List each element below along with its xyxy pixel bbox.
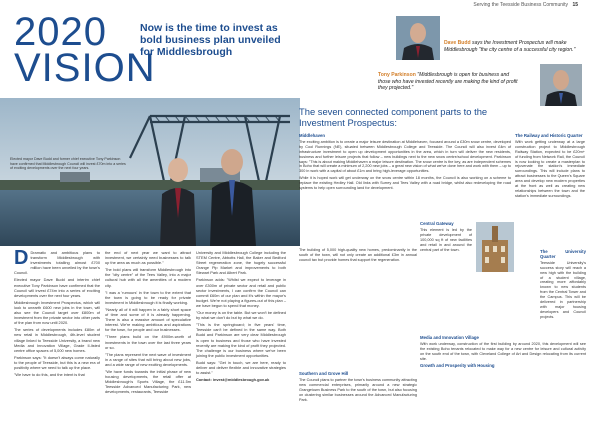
block-text: The building of 5,000 high-quality new homes, predominantly in the south of the town, will not only create an additional £3m in annual council tax but provide homes that support the regeneration. — [299, 248, 417, 262]
block-heading: Central Gateway — [420, 221, 454, 226]
portrait-dave-budd — [396, 16, 440, 60]
block-heading: The University Quarter — [540, 249, 586, 259]
paragraph: D Dramatic and ambitious plans to transform Middlesbrough with investments totalling almost £700 million have been unveiled by the town's Council. — [14, 247, 100, 276]
paragraph: Contact: invest@middlesbrough.gov.uk — [196, 377, 270, 383]
paragraph: The series of developments includes £80m of new retail in Middlesbrough, 4th-level student village linked to Teesside University, a brand new Media and Innovation Village, Grade II-listed centre office spaces of 5,000 new homes. — [14, 327, 100, 353]
hero-subtitle: Now is the time to invest as bold business plan unveiled for Middlesbrough — [140, 22, 281, 58]
paragraph: University and Middlesbrough College including the STEM Centre, Abbotts Hall, the Baker and Bedford Street regeneration zone, the hugely successful Orange Pip Market and improvements to both Stewart Park and Albert Park. — [196, 250, 286, 276]
paragraph: "This is the springboard; in five years' time, Teesside can't be defined in the same way. Both Budd and Parkinson are very clear Middlesbrough is open to business and those who have invested recently are making the kind of profit they projected. The challenge is our business where we've been joining the public investment opportunities. — [196, 322, 286, 358]
portrait-image — [540, 64, 582, 106]
paragraph: Budd says: "Get in touch, we are here, ready to deliver and deliver flexible and innovative strategies to assist." — [196, 359, 286, 376]
paragraph: "Nearly all of it will happen in a fairly short space of time and some of it is already happening. There is also a massive amount of speculative interest. We're making ambitious and aspirations for the town, for people and our businesses. — [105, 306, 191, 333]
block-middlehaven — [299, 134, 511, 193]
building-photo — [476, 222, 514, 272]
quote-1-name: Dave Budd — [444, 40, 471, 46]
hero-title-year: 2020 — [14, 10, 107, 54]
paragraph: Parkinson says: "It doesn't always come naturally to the people of Teesside, but this is a new era of positivity where we need to talk up the place. — [14, 354, 100, 370]
block-university-quarter — [540, 250, 586, 322]
running-head — [473, 2, 578, 8]
block-text: This element is led by the private development of 100,000 sq ft of new facilities and retail in and around the central part of the town. — [420, 227, 472, 252]
hero-photo — [0, 98, 300, 246]
block-heading: Southern and Grove Hill — [299, 371, 349, 376]
bridge-river-image — [0, 98, 300, 246]
paragraph: "We have to do this, and the intent is that — [14, 372, 85, 378]
portrait-image — [396, 16, 440, 60]
paragraph: "Three plans build on the £900m-worth of investments in the town over the last three years or so. — [105, 334, 191, 350]
block-central-gateway — [420, 222, 472, 254]
paragraph: the end of next year we want to attract investment, we certainly need businesses to talk up the area as much as possible." — [105, 250, 191, 266]
block-heading: Middlehaven — [299, 133, 326, 138]
hero-title — [14, 10, 156, 90]
publication-name: Serving the Teesside Business Community — [473, 2, 569, 8]
block-text: While it is hoped work will get underway on the snow centre within 18 months, the Council is also working on a scheme to replace the existing Hedley Hall. Old links with Surrey and Tees Valley with a road bridge, whilst also redeveloping the road systems to help open surrounding land for development. — [299, 176, 511, 191]
section-title: The seven connected component parts to the Investment Prospectus: — [299, 106, 488, 128]
drop-cap: D — [14, 247, 29, 269]
quote-1-text: says the Investment Prospectus will make Middlesbrough "the city centre of a successful city region." — [444, 40, 576, 53]
paragraph: "I was a 'rumours' in the town to the extent that the town is going to be ready for private investment in Middlesbrough it is finally working. — [105, 289, 191, 305]
block-text: With work underway, construction of the first building by around 2020, this development will see the existing Boho tenants relocated to make way for a new centre for leisure and cultural activity on the south end of the town, with Cleveland College of Art and Design relocating from its current site. — [420, 341, 586, 361]
portrait-tony-parkinson — [540, 64, 582, 106]
paragraph: "Our money is on the table. But we won't be defined by what we don't do but by what we do. — [196, 310, 286, 321]
block-heading: The Railway and Historic Quarter — [515, 133, 583, 138]
paragraph: Parkinson adds: "Whilst we expect to leverage in over £300m of private sector and retail and public sector investments, I can confirm the Council can commit £60m of our plan and it's within the mayor's budget. We're not playing a figures-out of this plan – we have begun to spend that money. — [196, 277, 286, 308]
paragraph: "The plans represent the next wave of investment in a range of sites that will bring about new jobs, and a wide range of new exciting developments. — [105, 351, 191, 367]
paragraph: Elected mayor Dave Budd and interim chief executive Tony Parkinson have confirmed that the Council will invest £74m into a series of exciting developments over the next four years. — [14, 277, 100, 298]
body-column-3 — [196, 250, 286, 384]
block-text: The Council plans to partner the town's business community attracting new commercial enterprises, primarily around a new strategic Grangetown Business Park to the south of the town, but also focusing on clustering similar businesses around the Advanced Manufacturing Park. — [299, 377, 417, 402]
body-column-1 — [14, 247, 100, 379]
hero-title-word: VISION — [14, 46, 156, 90]
paragraph: Middlesbrough Investment Prospectus, which will look to unearth £600 new jobs in the town, will also see the Council target over £800m of investment from the private sector into other parts of the plan from now until 2020. — [14, 299, 100, 326]
block-heading: Growth and Prosperity with Housing — [420, 362, 495, 368]
town-hall-image — [476, 222, 514, 272]
block-heading: Media and Innovation Village — [420, 335, 479, 340]
paragraph: The bold plans will transform Middlesbrough into the "city centre" of the Tees Valley, into a major cultural hub with all the amenities of a modern city. — [105, 267, 191, 288]
block-text: Teesside University's success story will reach a new high with the building of a student village, creating more affordably known to new students from the Central Tower and the Campus. This will be delivered in partnership with major housing developers and Council projects. — [540, 260, 586, 319]
quote-1 — [444, 40, 582, 53]
block-text: The exciting ambition is to create a major leisure destination at Middlehaven, focused around a £30m snow centre, developed by Cool Runnings (NE), situated between Middlesbrough College and Teesside. The Council will also invest £4m of infrastructure investment to open up development opportunities in the area, which in turn will deliver the new residents, business and further leisure projects that follow – new buildings next to the new snow centre/school development. Parkinson says: "This is about making Middlehaven a major leisure destination. The snow centre is the key, as are independent schemes in Boho that will create a minimum of 2,200 new jobs – a great new vision of what we've done here and work with them – up to 300 in work with a capital of about £1m and bring high-leverage opportunities. — [299, 139, 511, 174]
quote-2-name: Tony Parkinson — [378, 72, 416, 78]
block-continued — [299, 248, 417, 265]
block-southern — [299, 372, 417, 404]
block-text: With work getting underway at a large construction project to Middlesbrough Railway Station, expected to be £20m+ of funding from Network Rail, the Council is now looking to create a masterplan to rejuvenate the station's immediate surroundings. This will include plans to attract businesses to the Queen's Square area and develop new modern properties at the front as well as creating new relationships between the town and the station's immediate surroundings. — [515, 139, 585, 198]
paragraph: "We have funds towards the initial phase of new housing developments, the retail offer at Middlesbrough's Sports Village, the £11.5m Teesside Advanced Manufacturing Park, new developments, restaurants, Teesside — [105, 368, 191, 395]
body-column-2 — [105, 250, 191, 396]
page-number: 15 — [572, 2, 578, 8]
photo-caption: Elected mayor Dave Budd and former chief executive Tony Parkinson have confirmed that Middlesbrough Council will invest £70m into a series of exciting developments over the next four years. — [10, 157, 126, 171]
quote-2-text: "Middlesbrough is open for business and those who have invested recently are making the kind of profit they projected." — [378, 72, 518, 92]
block-media-village — [420, 336, 586, 369]
quote-2 — [378, 72, 518, 92]
page-header — [0, 0, 600, 10]
block-railway-quarter — [515, 134, 585, 201]
